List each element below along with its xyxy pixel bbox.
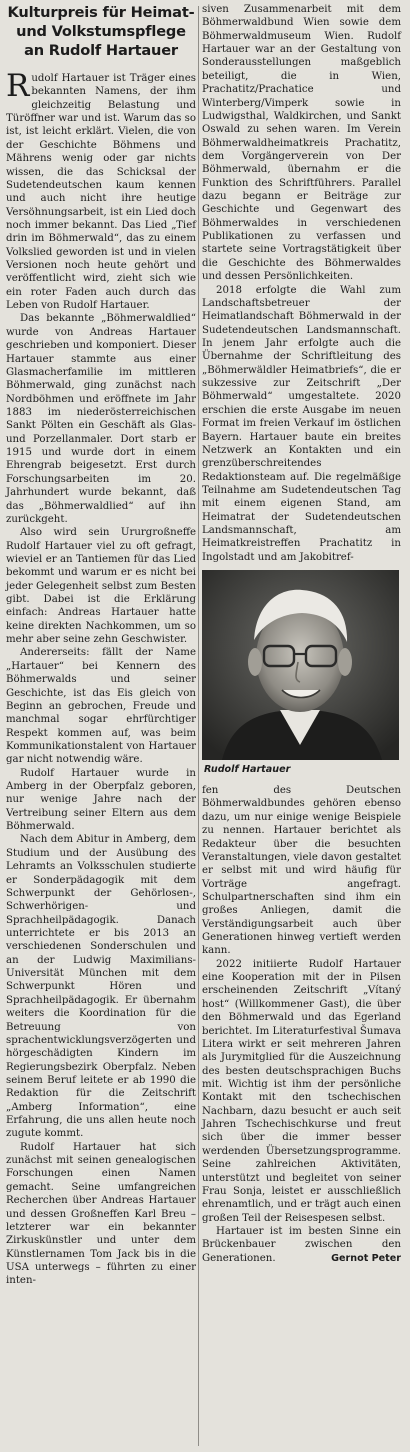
article-paragraph: siven Zusammenarbeit mit dem Böhmerwaldbund Wien sowie dem Böhmerwaldmuseum Wien. Rudolf Hartauer war an der Gestaltung von Sonderausstellungen maßgeblich beteiligt, die in Wien, Prachatitz/Prachatice und Winterberg/Vimperk sowie in Ludwigsthal, Waldkirchen, und Sankt Oswald zu sehen waren. Im Verein Böhmerwaldheimatkreis Prachatitz, dem Vorgängerverein von Der Böhmerwald, übernahm er die Funktion des Schriftführers. Parallel dazu begann er Beiträge zur Geschichte und Gegenwart des Böhmerwaldes in verschiedenen Publikationen zu verfassen und startete seine Vortragstätigkeit über die Geschichte des Böhmerwaldes und dessen Persönlichkeiten. [202,4,401,283]
headline-line: und Volkstumspflege [16,23,186,40]
paragraph-text: udolf Hartauer ist Träger eines bekannten Namens, der ihm gleichzeitig Belastung und Türöffner war und ist. Warum das so ist, ist leicht erklärt. Vielen, die von der Geschichte Böhmens und Mährens wenig oder gar nichts wissen, die das Schicksal der Sudetendeutschen kaum kennen und auch nicht ihre heutige Versöhnungsarbeit, ist ein Lied doch noch immer bekannt. Das Lied „Tief drin im Böhmerwald“, das zu einem Volkslied geworden ist und in vielen Versionen noch heute gehört und veröffentlicht wird, zieht sich wie ein roter Faden auch durch das Leben von Rudolf Hartauer. [6,73,196,312]
portrait-image [202,570,399,760]
portrait-photo [202,570,401,760]
right-column [202,3,401,1265]
article-paragraph: Das bekannte „Böhmerwaldlied“ wurde von Andreas Hartauer geschrieben und komponiert. Dieser Hartauer stammte aus einer Glasmacherfamilie im mittleren Böhmerwald, ging zunächst nach Nordböhmen und eröffnete im Jahr 1883 im niederösterreichischen Sankt Pölten ein Geschäft als Glas- und Porzellanmaler. Dort starb er 1915 und wurde dort in einem Ehrengrab beigesetzt. Erst durch Forschungsarbeiten im 20. Jahrhundert wurde bekannt, daß das „Böhmerwaldlied“ auf ihn zurückgeht. [6,313,196,525]
closing-text: Hartauer ist im besten Sinne ein Brückenbauer zwischen den Generationen. [202,1225,401,1264]
headline-line: Kulturpreis für Heimat- [7,4,195,21]
closing-paragraph [202,1225,401,1265]
column-divider [198,6,199,1446]
article-paragraph: Nach dem Abitur in Amberg, dem Studium und der Ausübung des Lehramts an Volksschulen studierte er Sonderpädagogik mit dem Schwerpunkt der Gehörlosen-, Schwerhörigen- und Sprachheilpädagogik. Danach unterrichtete er bis 2013 an verschiedenen Sonderschulen und an der Ludwig Maximilians-Universität München mit dem Schwerpunkt Hören und Sprachheilpädagogik. Er übernahm weiters die Koordination für die Betreuung von sprachentwicklungsverzögerten und hörgeschädigten Kindern im Regierungsbezirk Oberpfalz. Neben seinem Beruf leitete er ab 1990 die Redaktion für die Zeitschrift „Amberg Information“, eine Erfahrung, die uns allen heute noch zugute kommt. [6,834,196,1140]
article-paragraph: Andererseits: fällt der Name „Hartauer“ bei Kennern des Böhmerwalds und seiner Geschichte, ist das Eis gleich von Beginn an gebrochen, Freude und manchmal sogar ehrfürchtiger Respekt kommen auf, was beim Kommunikationstalent von Hartauer gar nicht notwendig wäre. [6,647,196,766]
article-headline [6,3,196,60]
author-byline: Gernot Peter [331,1252,401,1264]
drop-cap: R [6,68,30,104]
article-paragraph: 2022 initiierte Rudolf Hartauer eine Kooperation mit der in Pilsen erscheinenden Zeitschrift „Vítaný host“ (Willkommener Gast), die über den Böhmerwald und das Egerland berichtet. Im Literaturfestival Šumava Litera wirkt er seit mehreren Jahren als Jurymitglied für die Auszeichnung des besten deutschsprachigen Buchs mit. Wichtig ist ihm der persönliche Kontakt mit den tschechischen Nachbarn, dazu besucht er auch seit Jahren Tschechischkurse und freut sich über die immer besser werdenden Übersetzungsprogramme. Seine zahlreichen Aktivitäten, unterstützt und begleitet von seiner Frau Sonja, leistet er ausschließlich ehrenamtlich, und er trägt auch einen großen Teil der Reisespesen selbst. [202,958,401,1224]
photo-caption: Rudolf Hartauer [204,764,291,776]
article-paragraph: Rudolf Hartauer wurde in Amberg in der Oberpfalz geboren, nur wenige Jahre nach der Vertreibung seiner Eltern aus dem Böhmerwald. [6,767,196,833]
article-paragraph: Also wird sein Ururgroßneffe Rudolf Hartauer viel zu oft gefragt, wieviel er an Tantiemen für das Lied bekommt und warum er es nicht bei jeder Gelegenheit selbst zum Besten gibt. Dabei ist die Erklärung einfach: Andreas Hartauer hatte keine direkten Nachkommen, um so mehr aber seine zehn Geschwister. [6,527,196,646]
headline-line: an Rudolf Hartauer [24,42,178,59]
article-paragraph: Rudolf Hartauer hat sich zunächst mit seinen genealogischen Forschungen einen Namen gemacht. Seine umfangreichen Recherchen über Andreas Hartauer und dessen Großneffen Karl Breu – letzterer war ein bekannter Zirkuskünstler und unter dem Künstlernamen Tom Jack bis in die USA unterwegs – führten zu einer inten- [6,1141,196,1287]
article-paragraph [6,68,196,312]
left-column [6,3,196,1288]
article-paragraph: fen des Deutschen Böhmerwaldbundes gehören ebenso dazu, um nur einige wenige Beispiele zu nennen. Hartauer berichtet als Redakteur über die besuchten Veranstaltungen, viele davon gestaltet er selbst mit und wird häufig für Vorträge angefragt. Schulpartnerschaften sind ihm ein großes Anliegen, damit die Verständigungsarbeit auch über Generationen hinweg vertieft werden kann. [202,785,401,957]
article-paragraph: 2018 erfolgte die Wahl zum Landschaftsbetreuer der Heimatlandschaft Böhmerwald in der Sudetendeutschen Landsmannschaft. In jenem Jahr erfolgte auch die Übernahme der Schriftleitung des „Böhmerwäldler Heimatbriefs“, die er sukzessive zur Zeitschrift „Der Böhmerwald“ umgestaltete. 2020 erschien die erste Ausgabe im neuen Format im freien Verkauf im östlichen Bayern. Hartauer baute ein breites Netzwerk an Kontakten und ein grenzüberschreitendes Redaktionsteam auf. Die regelmäßige Teilnahme am Sudetendeutschen Tag mit einem eigenen Stand, am Heimatrat der Sudetendeutschen Landsmannschaft, am Heimatkreistreffen Prachatitz in Ingolstadt und am Jakobitref- [202,284,401,563]
